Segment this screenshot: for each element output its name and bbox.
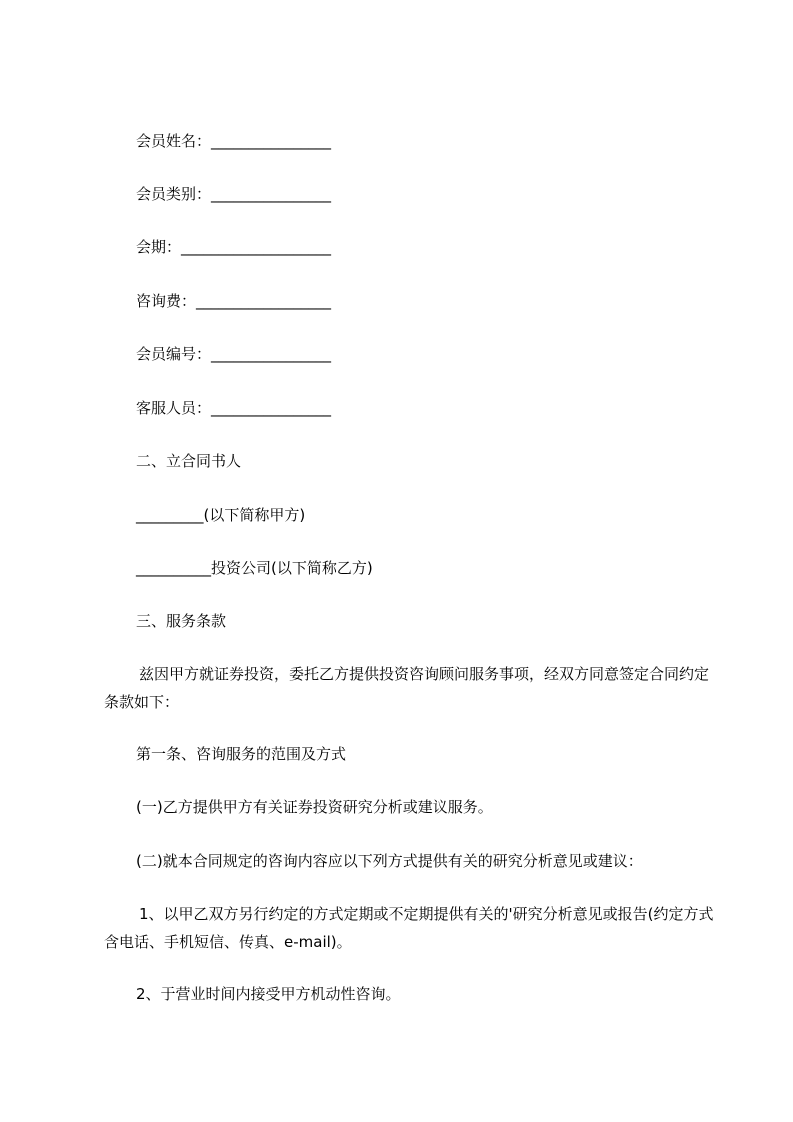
party-b-line: __________投资公司(以下简称乙方) [136,559,373,577]
party-a-line: _________(以下简称甲方) [136,506,306,524]
section-3-heading: 三、服务条款 [136,612,227,630]
membership-period-field: 会期：____________________ [136,238,332,256]
customer-service-field: 客服人员：________________ [136,399,332,417]
article-1-item-2: (二)就本合同规定的咨询内容应以下列方式提供有关的研究分析意见或建议： [136,852,643,870]
member-name-field: 会员姓名：________________ [136,132,332,150]
consulting-fee-field: 咨询费：__________________ [136,292,332,310]
section-2-heading: 二、立合同书人 [136,452,242,470]
article-1-sub-item-2: 2、于营业时间内接受甲方机动性咨询。 [136,985,401,1003]
member-category-field: 会员类别：________________ [136,185,332,203]
article-1-item-1: (一)乙方提供甲方有关证券投资研究分析或建议服务。 [136,798,493,816]
member-number-field: 会员编号：________________ [136,345,332,363]
article-1-sub-item-1: 1、以甲乙双方另行约定的方式定期或不定期提供有关的'研究分析意见或报告(约定方式含电话、手机短信、传真、e-mail)。 [104,905,714,951]
article-1-heading: 第一条、咨询服务的范围及方式 [136,745,347,763]
service-intro-paragraph: 兹因甲方就证券投资，委托乙方提供投资咨询顾问服务事项，经双方同意签定合同约定条款如下： [104,665,710,711]
